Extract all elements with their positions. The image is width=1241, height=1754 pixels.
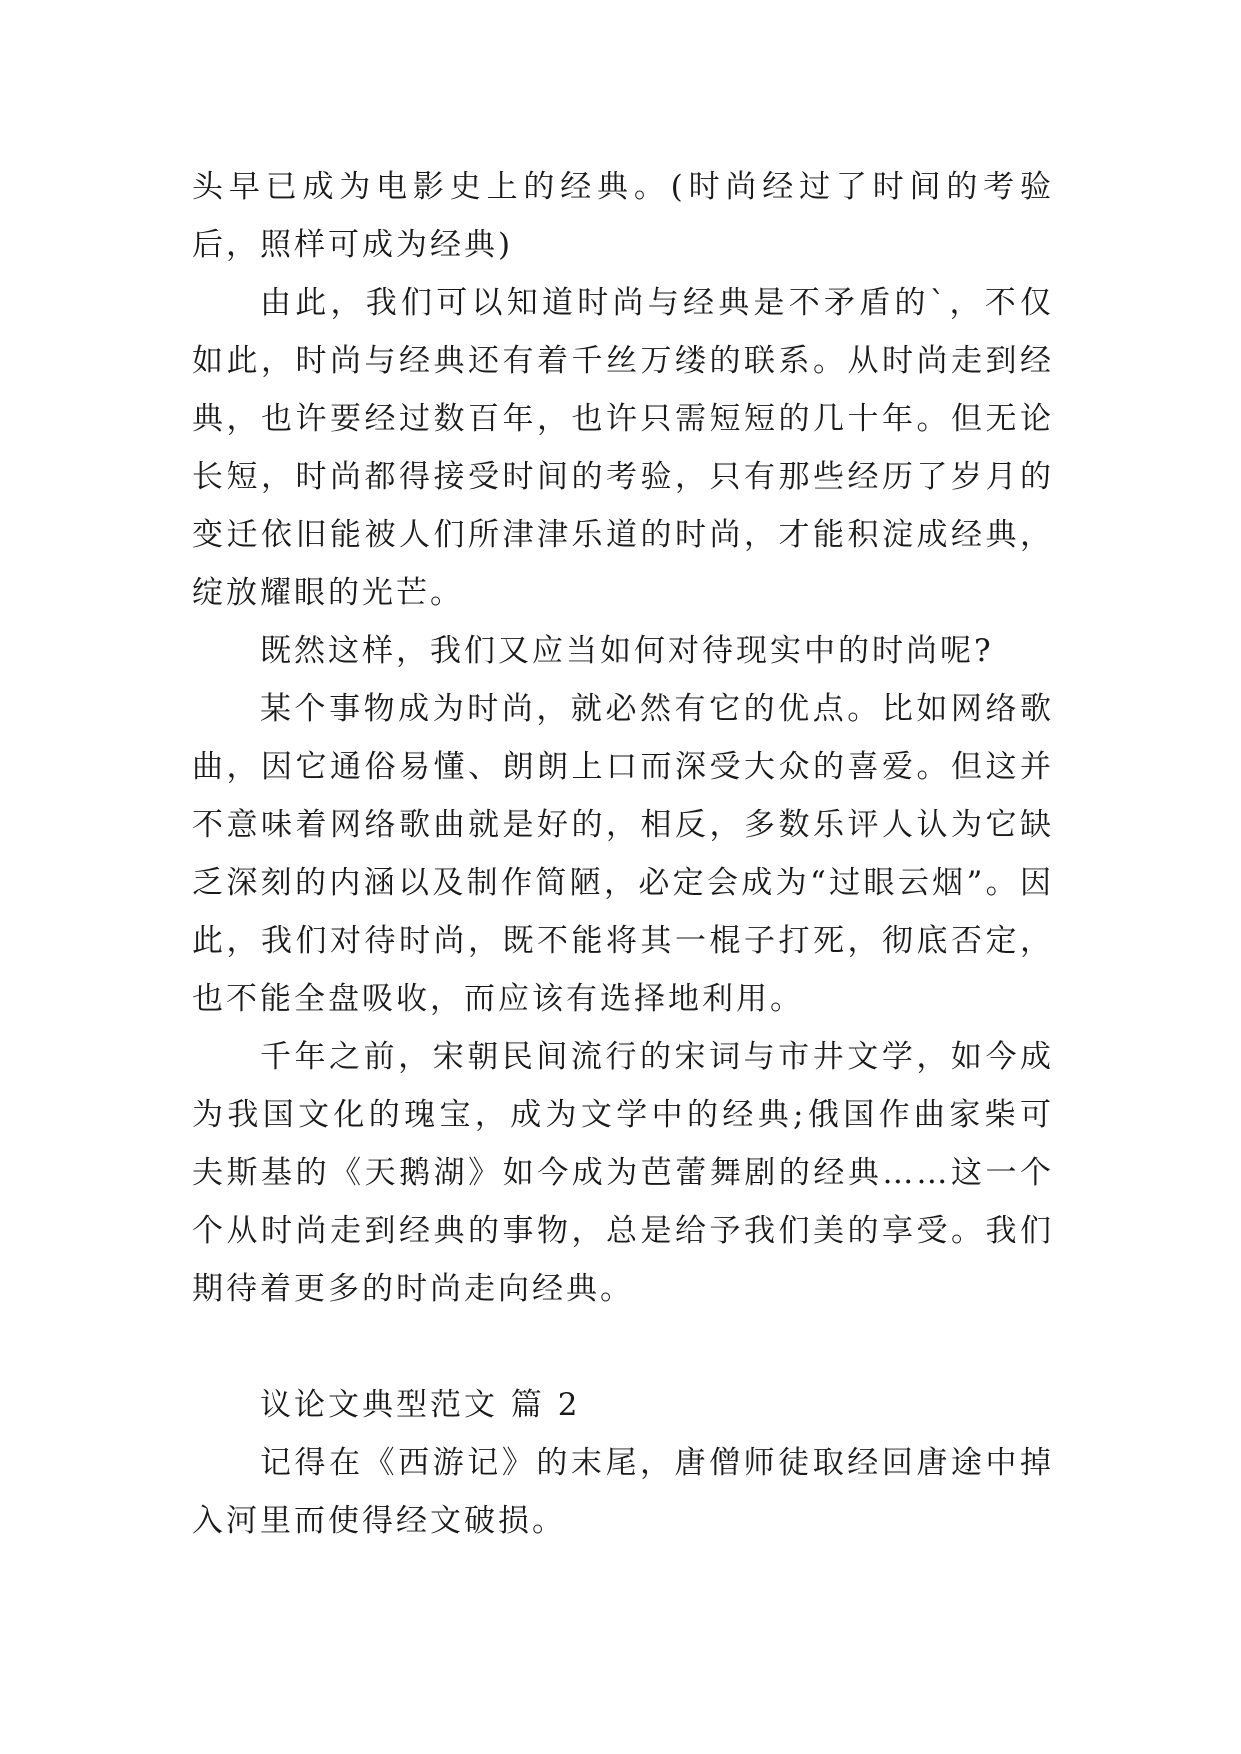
document-page <box>192 158 1054 1550</box>
section-heading: 议论文典型范文 篇 2 <box>260 1387 581 1423</box>
paragraph-question: 既然这样，我们又应当如何对待现实中的时尚呢? <box>260 633 994 669</box>
paragraph-fashion-classic-relation: 由此，我们可以知道时尚与经典是不矛盾的`，不仅如此，时尚与经典还有着千丝万缕的联系。从时尚走到经典，也许要经过数百年，也许只需短短的几十年。但无论长短，时尚都得接受时间的考验，只有那些经历了岁月的变迁依旧能被人们所津津乐道的时尚，才能积淀成经典，绽放耀眼的光芒。 <box>192 285 1054 611</box>
paragraph-conclusion: 千年之前，宋朝民间流行的宋词与市井文学，如今成为我国文化的瑰宝，成为文学中的经典;俄国作曲家柴可夫斯基的《天鹅湖》如今成为芭蕾舞剧的经典……这一个个从时尚走到经典的事物，总是给予我们美的享受。我们期待着更多的时尚走向经典。 <box>192 1039 1054 1307</box>
paragraph-network-songs: 某个事物成为时尚，就必然有它的优点。比如网络歌曲，因它通俗易懂、朗朗上口而深受大众的喜爱。但这并不意味着网络歌曲就是好的，相反，多数乐评人认为它缺乏深刻的内涵以及制作简陋，必定会成为“过眼云烟”。因此，我们对待时尚，既不能将其一棍子打死，彻底否定，也不能全盘吸收，而应该有选择地利用。 <box>192 691 1054 1017</box>
paragraph-journey-west: 记得在《西游记》的末尾，唐僧师徒取经回唐途中掉入河里而使得经文破损。 <box>192 1445 1054 1539</box>
paragraph-continuation: 头早已成为电影史上的经典。(时尚经过了时间的考验后，照样可成为经典) <box>192 169 1054 263</box>
